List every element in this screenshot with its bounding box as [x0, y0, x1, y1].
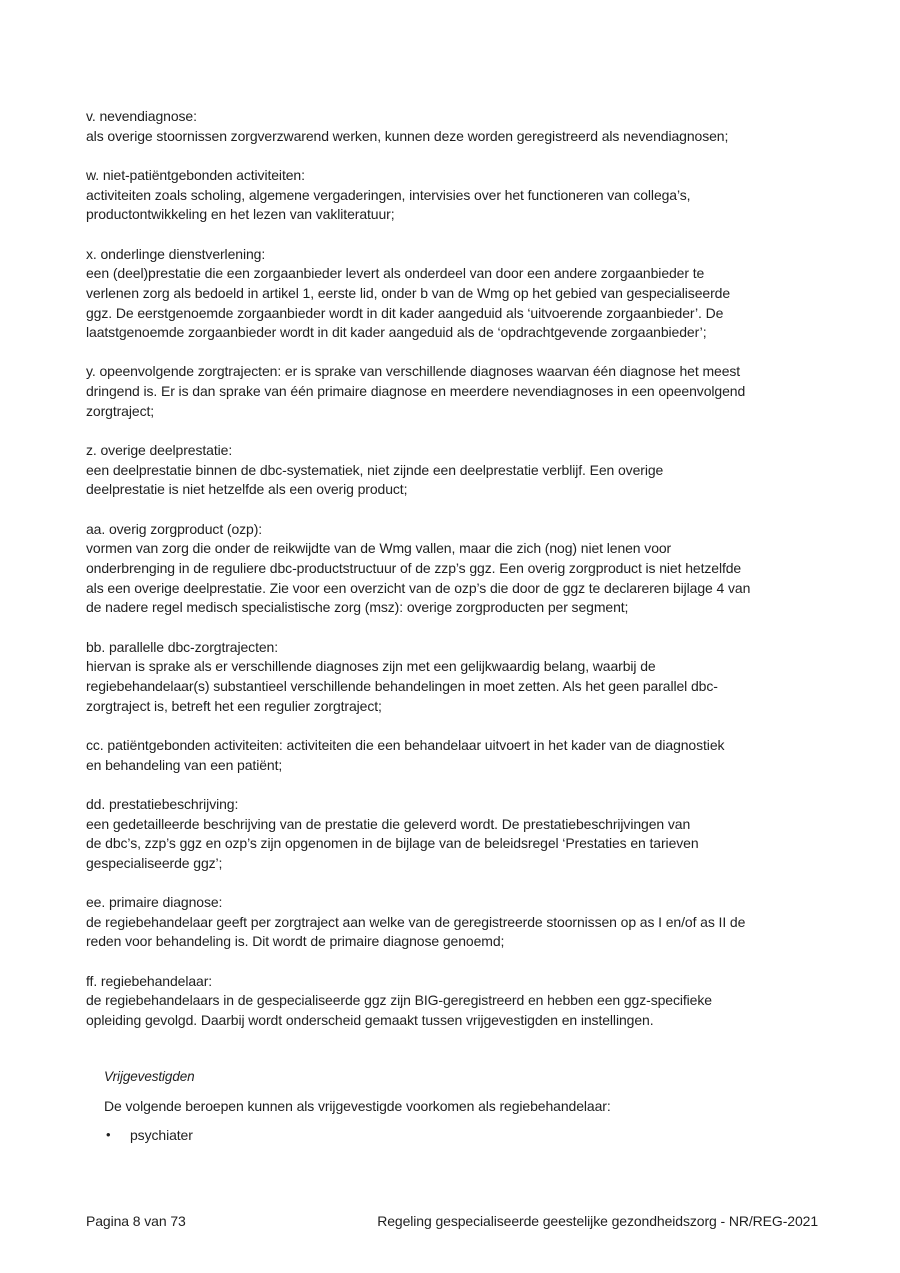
footer-document-title: Regeling gespecialiseerde geestelijke gezondheidszorg - NR/REG-2021: [377, 1213, 818, 1229]
definition-line: regiebehandelaar(s) substantieel verschillende behandelingen in moet zetten. Als het geen parallel dbc-: [86, 677, 718, 694]
definition-line: reden voor behandeling is. Dit wordt de primaire diagnose genoemd;: [86, 933, 505, 950]
definition-line: zorgtraject is, betreft het een regulier zorgtraject;: [86, 697, 382, 714]
definition-line: bb. parallelle dbc-zorgtrajecten:: [86, 638, 279, 655]
definition-line: de regiebehandelaars in de gespecialiseerde ggz zijn BIG-geregistreerd en hebben een ggz-specifieke: [86, 992, 712, 1009]
definition-block: [86, 893, 818, 952]
definition-block: [86, 107, 818, 146]
definition-line: hiervan is sprake als er verschillende diagnoses zijn met een gelijkwaardig belang, waarbij de: [86, 658, 656, 675]
definition-line: gespecialiseerde ggz’;: [86, 854, 223, 871]
definition-line: als overige stoornissen zorgverzwarend werken, kunnen deze worden geregistreerd als nevendiagnosen;: [86, 127, 729, 144]
subsection-intro: De volgende beroepen kunnen als vrijgevestigde voorkomen als regiebehandelaar:: [104, 1097, 611, 1114]
definition-line: w. niet-patiëntgebonden activiteiten:: [86, 166, 305, 183]
definition-line: x. onderlinge dienstverlening:: [86, 245, 266, 262]
definition-line: verlenen zorg als bedoeld in artikel 1, eerste lid, onder b van de Wmg op het gebied van gespecialiseerde: [86, 284, 731, 301]
definition-line: ggz. De eerstgenoemde zorgaanbieder wordt in dit kader aangeduid als ‘uitvoerende zorgaanbieder’. De: [86, 304, 724, 321]
document-content: [86, 107, 818, 1145]
definition-line: opleiding gevolgd. Daarbij wordt onderscheid gemaakt tussen vrijgevestigden en instellingen.: [86, 1012, 654, 1029]
definition-line: vormen van zorg die onder de reikwijdte van de Wmg vallen, maar die zich (nog) niet lenen voor: [86, 540, 672, 557]
definition-block: [86, 245, 818, 343]
definition-block: [86, 441, 818, 500]
definition-line: v. nevendiagnose:: [86, 108, 197, 124]
definitions-list: [86, 107, 818, 1031]
definition-line: een deelprestatie binnen de dbc-systematiek, niet zijnde een deelprestatie verblijf. Een overige: [86, 461, 664, 478]
page-footer: [86, 1211, 818, 1231]
definition-line: aa. overig zorgproduct (ozp):: [86, 520, 263, 537]
footer-page-number: Pagina 8 van 73: [86, 1213, 186, 1229]
definition-line: de regiebehandelaar geeft per zorgtraject aan welke van de geregistreerde stoornissen op as I en/of as II de: [86, 913, 746, 930]
definition-line: zorgtraject;: [86, 402, 155, 419]
definition-line: z. overige deelprestatie:: [86, 442, 233, 459]
definition-line: onderbrenging in de reguliere dbc-productstructuur of de zzp’s ggz. Een overig zorgproduct is niet hetzelfde: [86, 560, 742, 577]
bullet-list: [104, 1125, 818, 1145]
definition-block: [86, 972, 818, 1031]
definition-block: [86, 795, 818, 874]
subsection-heading: Vrijgevestigden: [104, 1068, 195, 1084]
definition-line: een gedetailleerde beschrijving van de prestatie die geleverd wordt. De prestatiebeschrijvingen van: [86, 815, 691, 832]
definition-line: ff. regiebehandelaar:: [86, 972, 213, 989]
definition-block: [86, 638, 818, 717]
definition-line: dringend is. Er is dan sprake van één primaire diagnose en meerdere nevendiagnoses in een opeenvolgend: [86, 383, 746, 400]
definition-line: productontwikkeling en het lezen van vakliteratuur;: [86, 206, 395, 223]
definition-line: laatstgenoemde zorgaanbieder wordt in dit kader aangeduid als de ‘opdrachtgevende zorgaanbieder’;: [86, 324, 707, 341]
definition-line: de dbc’s, zzp’s ggz en ozp’s zijn opgenomen in de bijlage van de beleidsregel ‘Prestaties en tarieven: [86, 835, 699, 852]
definition-line: als een overige deelprestatie. Zie voor een overzicht van de ozp’s die door de ggz te declareren bijlage 4 van: [86, 579, 751, 596]
bullet-item: • psychiater: [104, 1125, 818, 1145]
definition-block: [86, 362, 818, 421]
definition-line: de nadere regel medisch specialistische zorg (msz): overige zorgproducten per segment;: [86, 599, 629, 616]
definition-line: ee. primaire diagnose:: [86, 894, 223, 911]
definition-line: deelprestatie is niet hetzelfde als een overig product;: [86, 481, 408, 498]
definition-block: [86, 736, 818, 775]
definition-line: y. opeenvolgende zorgtrajecten: er is sprake van verschillende diagnoses waarvan één diagnose het meest: [86, 363, 741, 380]
definition-line: een (deel)prestatie die een zorgaanbieder levert als onderdeel van door een andere zorgaanbieder te: [86, 265, 705, 282]
definition-line: activiteiten zoals scholing, algemene vergaderingen, intervisies over het functioneren van collega’s,: [86, 186, 691, 203]
definition-block: [86, 166, 818, 225]
vrijgevestigden-section: [104, 1067, 818, 1145]
definition-line: cc. patiëntgebonden activiteiten: activiteiten die een behandelaar uitvoert in het kader van de diagnostiek: [86, 736, 725, 753]
definition-line: en behandeling van een patiënt;: [86, 756, 283, 773]
definition-line: dd. prestatiebeschrijving:: [86, 795, 239, 812]
definition-block: [86, 520, 818, 618]
